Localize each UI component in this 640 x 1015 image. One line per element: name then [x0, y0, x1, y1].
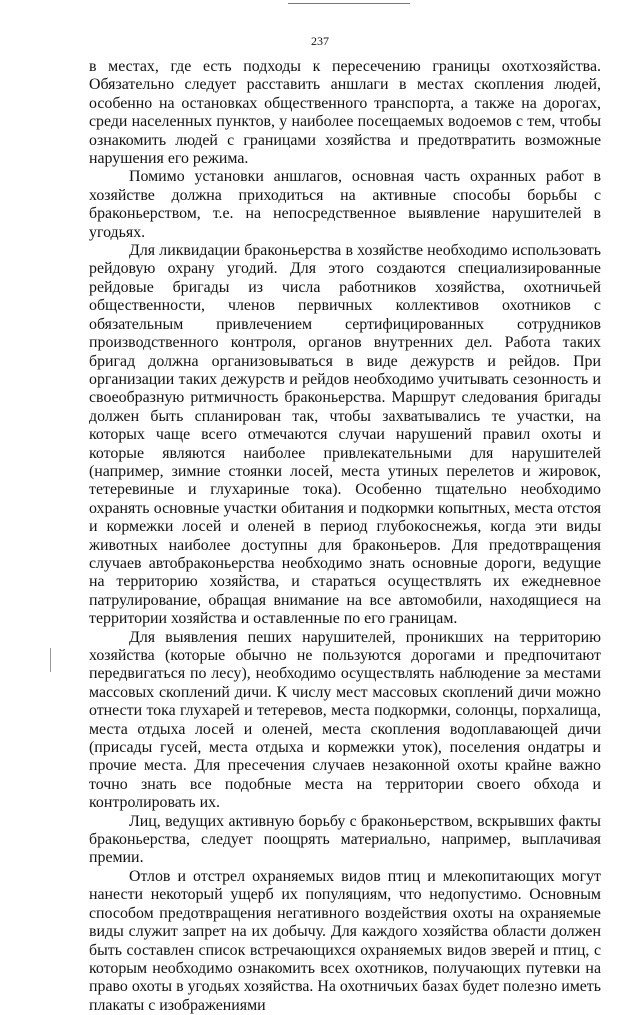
paragraph-2: Помимо установки аншлагов, основная часть охранных работ в хозяйстве должна приходиться на активные способы борьбы с браконьерством, т.е. на непосредственное выявление нарушителей в угодьях.: [89, 168, 601, 241]
page-body: [89, 58, 601, 1015]
paragraph-4: Для выявления пеших нарушителей, проникших на территорию хозяйства (которые обычно не пользуются дорогами и предпочитают передвигаться по лесу), необходимо осуществлять наблюдение за местами массовых скоплений дичи. К числу мест массовых скоплений дичи можно отнести тока глухарей и тетеревов, места подкормки, солонцы, порхалища, места отдыха лосей и оленей, места скопления водоплавающей дичи (присады гусей, места отдыха и кормежки уток), поселения ондатры и прочие места. Для пресечения случаев незаконной охоты крайне важно точно знать все подобные места на территории своего обхода и контролировать их.: [89, 628, 601, 812]
paragraph-3: Для ликвидации браконьерства в хозяйстве необходимо использовать рейдовую охрану угодий. Для этого создаются специализированные рейдовые бригады из числа работников хозяйства, охотничьей общественности, членов первичных коллективов охотников с обязательным привлечением сертифицированных сотрудников производственного контроля, органов внутренних дел. Работа таких бригад должна организовываться в виде дежурств и рейдов. При организации таких дежурств и рейдов необходимо учитывать сезонность и своеобразную ритмичность браконьерства. Маршрут следования бригады должен быть спланирован так, чтобы захватывались те участки, на которых чаще всего отмечаются случаи нарушений правил охоты и которые являются наиболее привлекательными для нарушителей (например, зимние стоянки лосей, места утиных перелетов и жировок, тетеревиные и глухариные тока). Особенно тщательно необходимо охранять основные участки обитания и подкормки копытных, места отстоя и кормежки лосей и оленей в период глубокоснежья, когда эти виды животных наиболее доступны для браконьеров. Для предотвращения случаев автобраконьерства необходимо знать основные дороги, ведущие на территорию хозяйства, и стараться осуществлять их ежедневное патрулирование, обращая внимание на все автомобили, находящиеся на территории хозяйства и оставленные по его границам.: [89, 242, 601, 628]
page-number: 237: [311, 34, 329, 48]
paragraph-1: в местах, где есть подходы к пересечению границы охотхозяйства. Обязательно следует расставить аншлаги в местах скопления людей, особенно на остановках общественного транспорта, а также на дорогах, среди населенных пунктов, у наиболее посещаемых водоемов с тем, чтобы ознакомить людей с границами хозяйства и предотвратить возможные нарушения его режима.: [89, 58, 601, 168]
margin-mark: [50, 648, 51, 672]
paragraph-5: Лиц, ведущих активную борьбу с браконьерством, вскрывших факты браконьерства, следует поощрять материально, например, выплачивая премии.: [89, 812, 601, 867]
top-rule: [288, 3, 410, 4]
paragraph-6: Отлов и отстрел охраняемых видов птиц и млекопитающих могут нанести некоторый ущерб их популяциям, что недопустимо. Основным способом предотвращения негативного воздействия охоты на охраняемые виды служит запрет на их добычу. Для каждого хозяйства области должен быть составлен список встречающихся охраняемых видов зверей и птиц, с которым необходимо ознакомить всех охотников, получающих путевки на право охоты в угодьях хозяйства. На охотничьих базах будет полезно иметь плакаты с изображениями: [89, 867, 601, 1014]
